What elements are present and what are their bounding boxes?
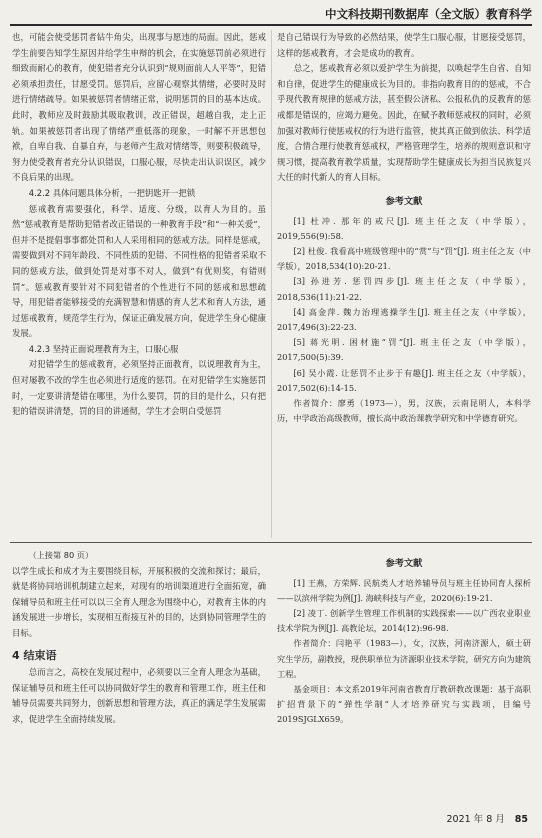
- header-rule: [10, 24, 532, 26]
- continued-from-note: （上接第 80 页）: [28, 550, 94, 560]
- body-paragraph: 也，可能会使受惩罚者钻牛角尖，出现事与愿违的局面。因此，惩戒学生前要告知学生原因并给学生申辩的机会，在实施惩罚前必须进行细致而耐心的教育，使犯错者充分认识到“规则面前人人平等”，犯错必须承担责任，甘愿受罚。惩罚后，应留心观察其情绪，必要时及时进行情绪疏导。如果被惩罚者情绪正常，说明惩罚的目的基本达成。此时，教师应及时鼓励其吸取教训，改正错误，超越自我，走上正轨。如果被惩罚者出现了情绪严重低落的现象，一时解不开思想包袱，自卑自我、自暴自弃，与老师产生敌对情绪等，则要积极疏导，努力使受教育者充分认识错误，口服心服，尽快走出认识误区，减少不良后果的出现。: [12, 32, 266, 183]
- author-bio: 作者简介：廖勇（1973—），男，汉族，云南昆明人，本科学历，中学政治高级教师，擅长高中政治课教学研究和中学德育研究。: [277, 397, 531, 424]
- reference-item: [1] 杜冲. 那年的戒尺[J]. 班主任之友（中学版），2019,556(9):58.: [277, 215, 531, 241]
- reference-item: [2] 凌丁. 创新学生管理工作机制的实践探索——以广西农业职业技术学院为例[J]. 高教论坛，2014(12):96-98.: [277, 608, 531, 634]
- fund-note: 基金项目：本文系2019年河南省教育厅教研教改课题：基于高职扩招背景下的“弹性学制”人才培养研究与实践项，目编号2019SJGLX659。: [277, 684, 531, 725]
- issue-date: 2021 年 8 月: [446, 814, 505, 825]
- reference-item: [6] 吴小霞. 让惩罚不止步于有趣[J]. 班主任之友（中学版），2017,502(6):14-15.: [277, 367, 531, 393]
- journal-header: 中文科技期刊数据库（全文版）教育科学: [325, 7, 532, 21]
- section-heading-conclusion: 4 结束语: [12, 648, 57, 662]
- page-number: 85: [514, 814, 528, 825]
- lower-right-column: [277, 548, 531, 728]
- reference-item: [2] 杜俊. 我看高中班级管理中的“赏”与“罚”[J]. 班主任之友（中学版），2018,534(10):20-21.: [277, 245, 531, 272]
- reference-item: [5] 蒋光明. 困材施“罚”[J]. 班主任之友（中学版），2017,500(5):39.: [277, 337, 531, 363]
- subsection-heading-4-2-3: 4.2.3 坚持正面说理教育为主，口服心服: [28, 343, 179, 354]
- body-paragraph: 总而言之，高校在发展过程中，必须要以三全育人理念为基础，保证辅导员和班主任可以协同做好学生的教育和管理工作，班主任和辅导员需要共同努力，创新思想和管理方法，真正的满足学生发展需求，促进学生全面持续发展。: [12, 667, 266, 724]
- references-heading: 参考文献: [385, 558, 423, 569]
- column-divider: [271, 30, 272, 538]
- author-bio: 作者简介：闫艳平（1983—），女，汉族，河南济源人，硕士研究生学历，副教授，现供职单位为济源职业技术学院，研究方向为建筑工程。: [277, 638, 531, 679]
- page-footer: [446, 811, 528, 825]
- body-paragraph: 以学生成长和成才为主要围绕目标，开展积极的交流和探讨；最后，就是将协同培训机制建立起来，对现有的培训渠道进行全面拓宽，确保辅导员和班主任可以以三全育人理念为围绕中心，对教育主体的内涵发展进一步增长，实现相互衔接互补的目的，达到协同管理学生的目标。: [12, 565, 266, 638]
- body-paragraph: 是自己错误行为导致的必然结果，使学生口服心服，甘愿接受惩罚，这样的惩戒教育，才会是成功的教育。: [277, 32, 531, 58]
- references-heading: 参考文献: [385, 195, 423, 207]
- reference-item: [1] 王燕，方荣辉. 民航类人才培养辅导员与班主任协同育人探析——以滨州学院为例[J]. 海峡科技与产业，2020(6):19-21.: [277, 577, 531, 603]
- subsection-heading-4-2-2: 4.2.2 具体问题具体分析，一把钥匙开一把锁: [28, 187, 196, 198]
- upper-right-column: [277, 30, 531, 426]
- upper-left-column: [12, 30, 266, 420]
- body-paragraph: 惩戒教育需要强化，科学、适度、分级，以育人为目的。虽然“惩戒教育是帮助犯错者改正错误的一种教育手段”和“一种关爱”，但并不是提倡事事都处罚和人人采用相同的惩戒方法。同样是惩戒，需要做到对不同年龄段、不同性质的犯错、不同性格的犯错者采取不同的惩戒方法，做到处罚是对事不对人，做到“有优则奖，有错则罚”。惩戒教育要针对不同犯错者的个性进行不同的惩戒和思想疏导，用犯错者能够接受的充满智慧和情感的育人艺术和育人方法，通过惩戒教育，规范学生行为，保证正确发展方向，促进学生身心健康发展。: [12, 203, 266, 339]
- reference-item: [4] 高金萍. 魏力治理逃操学生[J]. 班主任之友（中学版），2017,496(3):22-23.: [277, 306, 531, 332]
- lower-left-column: [12, 548, 266, 728]
- article-separator: [10, 542, 532, 543]
- body-paragraph: 对犯错学生的惩戒教育，必须坚持正面教育，以说理教育为主，但对屡教不改的学生也必须进行适度的惩罚。在对犯错学生实施惩罚时，一定要讲清楚错在哪里，为什么要罚，罚的目的是什么，只有把犯的错误讲清楚，罚的目的讲通彻，学生才会明白受惩罚: [12, 359, 266, 417]
- body-paragraph: 总之，惩戒教育必须以爱护学生为前提，以唤起学生自省、自知和自律，促进学生的健康成长为目的。非指向教育目的的惩戒，不合乎现代教育规律的惩戒方法，甚至假公济私、公报私仇的反教育的惩戒都是错误的，应竭力避免。因此，在赋予教师惩戒权的同时，必须加强对教师行使惩戒权的行为进行监管，使其真正做到依法、科学适度，合情合理行使教育惩戒权，严格管理学生，培养的规则意识和守规习惯，提高教育教学质量，实现帮助学生健康成长为担当民族复兴大任的时代新人的育人目标。: [277, 63, 531, 183]
- reference-item: [3] 孙进芳. 惩罚四步[J]. 班主任之友（中学版），2018,536(11):21-22.: [277, 276, 531, 302]
